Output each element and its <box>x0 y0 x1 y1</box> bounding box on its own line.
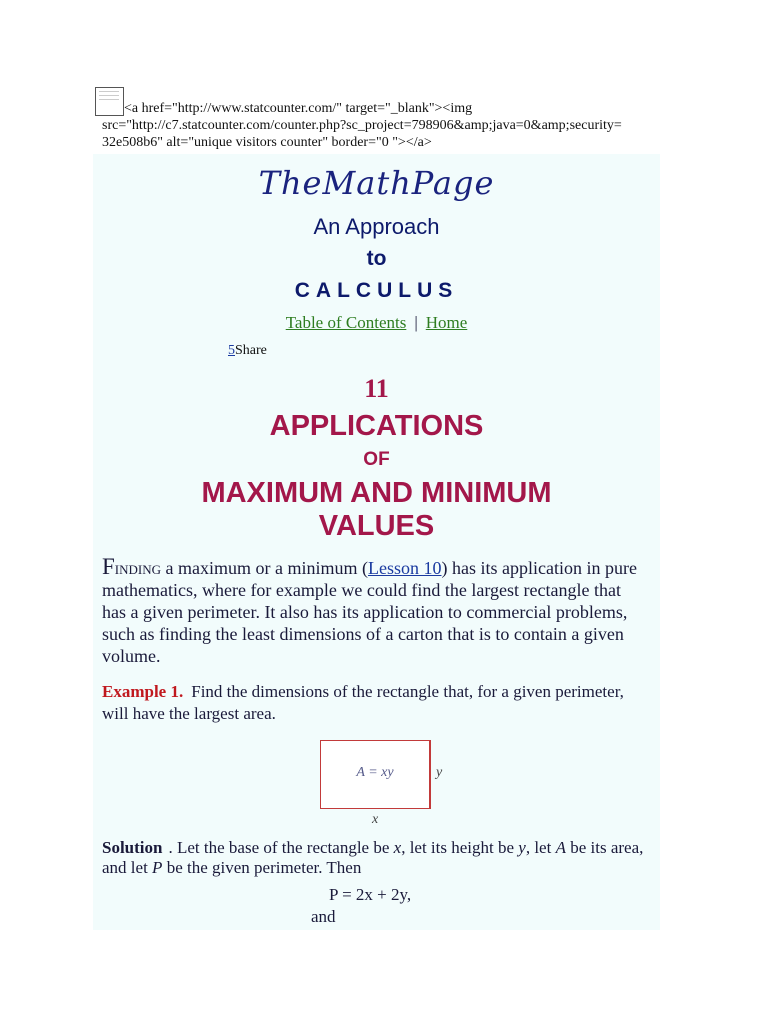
intro-dropcap: F <box>102 554 115 579</box>
var-p: P <box>152 858 163 877</box>
var-y: y <box>518 838 526 857</box>
share-label[interactable]: Share <box>235 343 267 358</box>
example-label: Example 1. <box>102 682 184 701</box>
intro-text-2: ) has its application in pure mathematics, where for example we could find the largest rectangle that has a given perimeter. It also has its application to commercial problems, such as finding the least dimensions of a carton that is to contain a given volume. <box>102 558 637 666</box>
share-count-link[interactable]: 5 <box>228 343 235 358</box>
lesson-title-of: OF <box>363 449 390 470</box>
lesson-10-link[interactable]: Lesson 10 <box>367 558 442 578</box>
lesson-title-maximum-minimum: MAXIMUM AND MINIMUM <box>201 477 552 509</box>
home-link[interactable]: Home <box>425 313 468 332</box>
var-x: x <box>393 838 402 857</box>
nav-separator: | <box>414 313 418 332</box>
solution-text-d: be its area, and let <box>102 838 644 877</box>
lesson-title-values: VALUES <box>318 510 435 542</box>
page-subtitle: An Approach <box>313 214 440 239</box>
intro-smallcaps: inding <box>114 558 162 578</box>
nav-links <box>93 313 660 333</box>
example-text: Find the dimensions of the rectangle that, for a given perimeter, will have the largest area. <box>102 682 624 723</box>
raw-html-line-2: src="http://c7.statcounter.com/counter.php?sc_project=798906&amp;java=0&amp;security= <box>102 118 622 133</box>
lesson-title-line-2 <box>93 477 660 543</box>
perimeter-equation: P = 2x + 2y, <box>329 885 412 904</box>
var-a: A <box>555 838 566 857</box>
solution-paragraph <box>102 838 647 878</box>
intro-paragraph <box>102 556 647 667</box>
raw-html-text <box>102 100 682 151</box>
solution-text-c: , let <box>525 838 556 857</box>
lesson-title-line-1: APPLICATIONS <box>269 410 484 442</box>
base-label: x <box>372 812 379 827</box>
solution-text-e: be the given perimeter. Then <box>162 858 362 877</box>
content-panel <box>93 154 660 930</box>
rectangle-figure <box>320 740 431 809</box>
raw-html-line-1: <a href="http://www.statcounter.com/" target="_blank"><img <box>124 101 473 116</box>
area-formula-label: A = xy <box>356 765 394 780</box>
page-subtitle-to: to <box>366 247 387 270</box>
height-label: y <box>436 765 443 780</box>
example-1 <box>102 681 647 725</box>
site-logo[interactable]: TheMathPage <box>258 164 495 202</box>
solution-text-a: . Let the base of the rectangle be <box>168 838 394 857</box>
course-title: CALCULUS <box>294 279 459 302</box>
solution-text-b: , let its height be <box>401 838 519 857</box>
lesson-number: 11 <box>364 374 389 403</box>
solution-label: Solution <box>102 838 163 857</box>
and-word: and <box>311 907 336 926</box>
raw-html-line-3: 32e508b6" alt="unique visitors counter" border="0 "></a> <box>102 135 432 150</box>
table-of-contents-link[interactable]: Table of Contents <box>285 313 407 332</box>
share-widget <box>228 343 267 359</box>
intro-text-1: a maximum or a minimum ( <box>161 558 368 578</box>
